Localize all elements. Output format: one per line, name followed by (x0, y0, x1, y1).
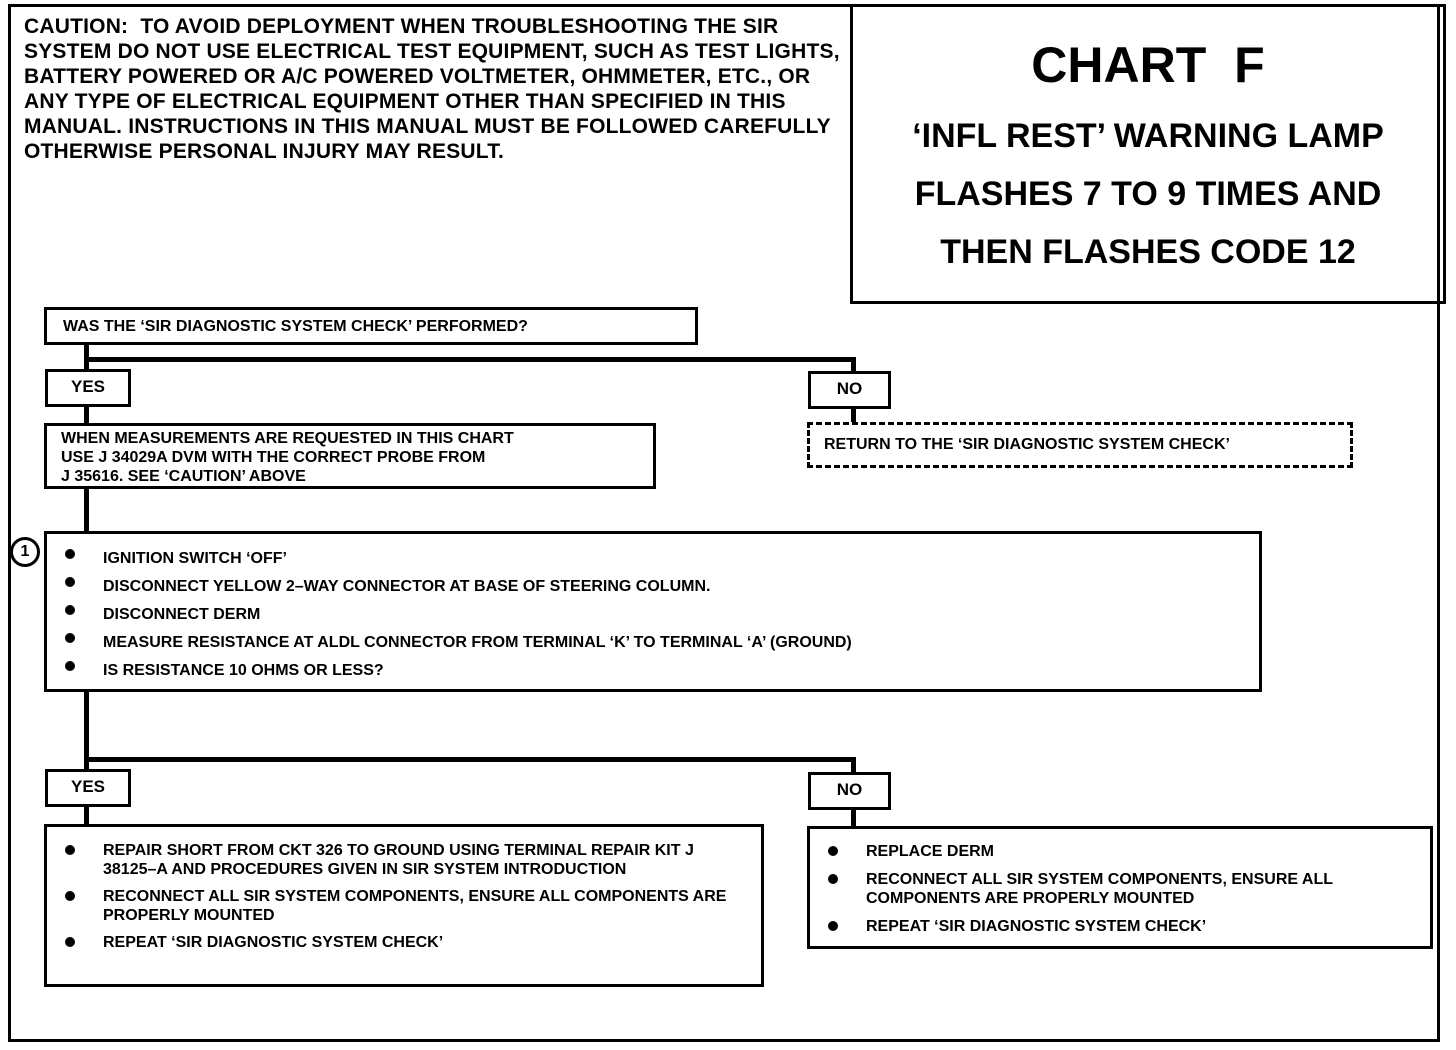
yes-actions-box (44, 824, 764, 987)
caution-notice (24, 14, 844, 164)
yes-label-2: YES (45, 769, 131, 807)
list-item: MEASURE RESISTANCE AT ALDL CONNECTOR FROM TERMINAL ‘K’ TO TERMINAL ‘A’ (GROUND) (47, 629, 1259, 657)
connector-line (84, 757, 856, 762)
connector-line (84, 405, 89, 425)
question-box-sir-check (44, 307, 698, 345)
chart-title: CHART F (1031, 37, 1265, 93)
chart-title-box (850, 4, 1446, 304)
chart-subtitle-line-2: FLASHES 7 TO 9 TIMES AND (914, 175, 1382, 213)
list-item: DISCONNECT DERM (47, 601, 1259, 629)
no-label-1: NO (808, 371, 891, 409)
list-item: RECONNECT ALL SIR SYSTEM COMPONENTS, ENSURE ALL COMPONENTS ARE PROPERLY MOUNTED (810, 870, 1412, 908)
list-item: REPAIR SHORT FROM CKT 326 TO GROUND USING TERMINAL REPAIR KIT J 38125–A AND PROCEDURES GIVEN IN SIR SYSTEM INTRODUCTION (47, 841, 741, 879)
measurement-note-box (44, 423, 656, 489)
step-1-box (44, 531, 1262, 692)
return-note-text: RETURN TO THE ‘SIR DIAGNOSTIC SYSTEM CHECK’ (824, 436, 1230, 453)
list-item: IS RESISTANCE 10 OHMS OR LESS? (47, 657, 1259, 685)
connector-line (84, 357, 856, 362)
measurement-note-line-2: USE J 34029A DVM WITH THE CORRECT PROBE FROM (61, 449, 486, 466)
caution-text: TO AVOID DEPLOYMENT WHEN TROUBLESHOOTING THE SIR SYSTEM DO NOT USE ELECTRICAL TEST EQUIPMENT, SUCH AS TEST LIGHTS, BATTERY POWERED OR A/C POWERED VOLTMETER, OHMMETER, ETC., OR ANY TYPE OF ELECTRICAL EQUIPMENT OTHER THAN SPECIFIED IN THIS MANUAL. INSTRUCTIONS IN THIS MANUAL MUST BE FOLLOWED CAREFULLY OTHERWISE PERSONAL INJURY MAY RESULT. (24, 15, 840, 163)
measurement-note-line-1: WHEN MEASUREMENTS ARE REQUESTED IN THIS CHART (61, 430, 514, 447)
list-item: RECONNECT ALL SIR SYSTEM COMPONENTS, ENSURE ALL COMPONENTS ARE PROPERLY MOUNTED (47, 887, 741, 925)
step-1-list (47, 545, 1259, 685)
list-item: REPEAT ‘SIR DIAGNOSTIC SYSTEM CHECK’ (810, 917, 1412, 936)
list-item: REPLACE DERM (810, 842, 1412, 861)
yes-actions-list (47, 841, 741, 952)
connector-line (84, 486, 89, 533)
connector-line (851, 757, 856, 773)
yes-label-1: YES (45, 369, 131, 407)
no-actions-list (810, 842, 1412, 936)
question-text: WAS THE ‘SIR DIAGNOSTIC SYSTEM CHECK’ PERFORMED? (63, 318, 528, 335)
caution-label: CAUTION: (24, 15, 129, 38)
step-number-marker: 1 (10, 537, 40, 567)
chart-subtitle-line-1: ‘INFL REST’ WARNING LAMP (912, 117, 1384, 155)
connector-line (851, 808, 856, 828)
connector-line (84, 805, 89, 826)
chart-subtitle-line-3: THEN FLASHES CODE 12 (940, 233, 1356, 271)
list-item: IGNITION SWITCH ‘OFF’ (47, 545, 1259, 573)
no-actions-box (807, 826, 1433, 949)
return-note-box (807, 422, 1353, 468)
list-item: REPEAT ‘SIR DIAGNOSTIC SYSTEM CHECK’ (47, 933, 741, 952)
measurement-note-line-3: J 35616. SEE ‘CAUTION’ ABOVE (61, 468, 306, 485)
list-item: DISCONNECT YELLOW 2–WAY CONNECTOR AT BASE OF STEERING COLUMN. (47, 573, 1259, 601)
no-label-2: NO (808, 772, 891, 810)
